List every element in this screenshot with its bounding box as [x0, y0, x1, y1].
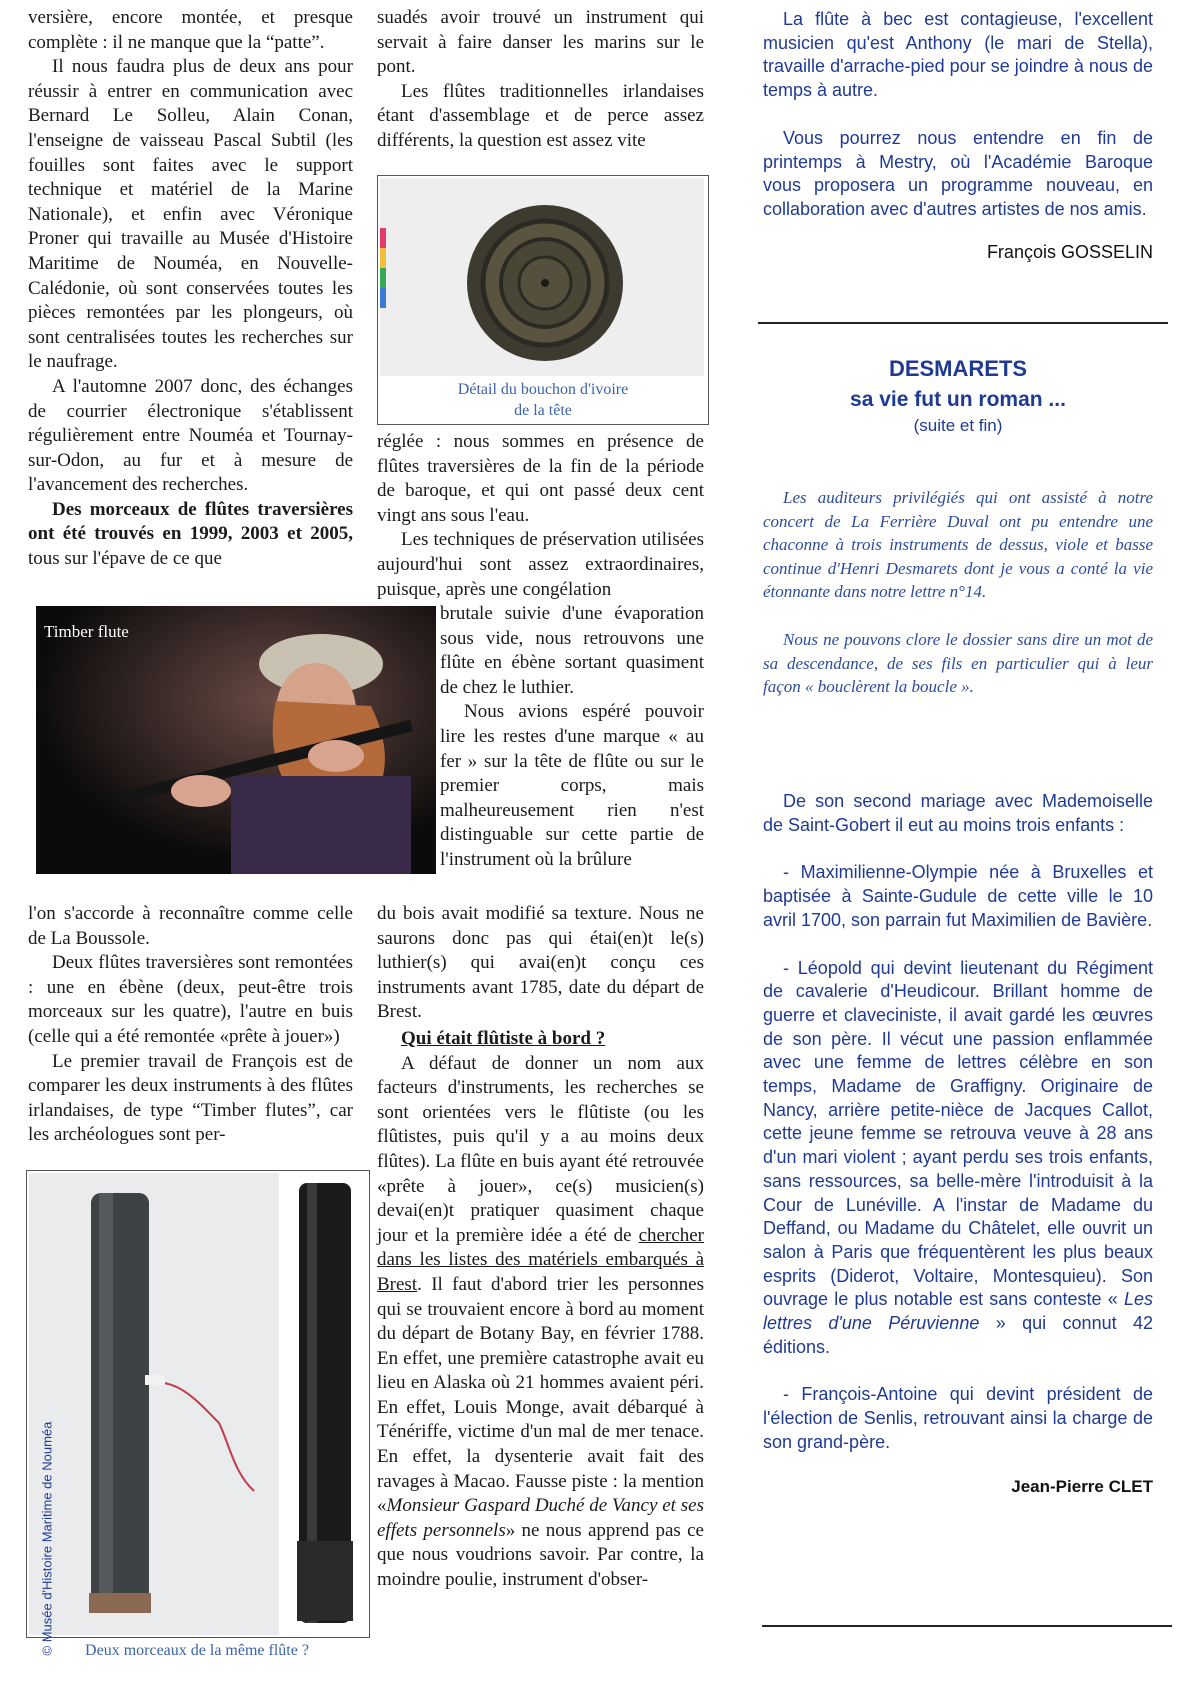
paragraph-rest: tous sur l'épave de ce que — [28, 548, 222, 570]
photo-label: Timber flute — [44, 622, 129, 641]
paragraph-part: » ne nous apprend pas ce que nous voudrions savoir. Par contre, la moindre poulie, instrument d'obser- — [377, 1519, 704, 1591]
paragraph — [377, 1052, 704, 1593]
signature: François GOSSELIN — [986, 241, 1153, 262]
photo-caption-line-2: de la tête — [514, 402, 572, 419]
paragraph: Nous avions espéré pouvoir lire les restes d'une marque « au fer » sur la tête de flûte ou sur le premier corps, mais malheureusement rien n'est distinguable sur cette partie de l'instrument où la brûlure — [440, 701, 704, 870]
bold-text: Des morceaux de flûtes traversières ont été trouvés en 1999, 2003 et 2005, — [28, 498, 353, 545]
photo-caption-line-1: Détail du bouchon d'ivoire — [457, 381, 629, 398]
paragraph: Nous ne pouvons clore le dossier sans dire un mot de sa descendance, de ses fils en particulier qui à leur façon « bouclèrent la boucle ». — [763, 629, 1153, 697]
flute-piece-right — [285, 1173, 367, 1635]
article-subsubtitle: (suite et fin) — [913, 416, 1003, 435]
italic-text: Monsieur Gaspard Duché de Vancy et ses effets personnels — [377, 1495, 704, 1541]
column-2-lower — [377, 902, 704, 1593]
article-title: DESMARETS — [888, 356, 1028, 381]
column-2-wrap — [440, 602, 704, 873]
paragraph: Les techniques de préservation utilisées aujourd'hui sont assez extraordinaires, puisque, après une congélation — [377, 529, 704, 600]
paragraph: - François-Antoine qui devint président de l'élection de Senlis, retrouvant ainsi la charge de son grand-père. — [763, 1384, 1153, 1452]
paragraph: Les flûtes traditionnelles irlandaises étant d'assemblage et de perce assez différents, la question est assez vite — [377, 80, 704, 151]
paragraph: - Maximilienne-Olympie née à Bruxelles et baptisée à Sainte-Gudule de cette ville le 10 avril 1700, son parrain fut Maximilien de Bavière. — [763, 862, 1153, 930]
column-1 — [28, 6, 353, 572]
column-1-lower — [28, 902, 353, 1148]
photo-caption: Deux morceaux de la même flûte ? — [85, 1642, 309, 1659]
paragraph-part: - Léopold qui devint lieutenant du Régiment de cavalerie d'Heudicour. Brillant homme de guerre et claveciniste, il avait gardé les œuvres de son père. Il vécut une passion enflammée avec une femme de lettres célèbre en son temps, Madame de Graffigny. Originaire de Nancy, arrière petite-nièce de Jacques Callot, cette jeune femme se retrouva veuve à 28 ans d'un mari violent ; ayant perdu ses trois enfants, sans ressources, sa belle-mère l'introduisit à la Cour de Lunéville. A l'instar de Madame du Deffand, ou Madame du Châtelet, elle ouvrit un salon à Paris que fréquentèrent les plus beaux esprits (Diderot, Voltaire, Montesquieu). Son ouvrage le plus notable est sans conteste « — [763, 957, 1153, 1310]
paragraph-part: A défaut de donner un nom aux facteurs d'instruments, les recherches se sont orientées vers le flûtiste (ou les flûtistes, puis qu'il y a au moins deux flûtes). La flûte en buis ayant été retrouvée «prête à jouer», ce(s) musicien(s) devai(en)t pratiquer quasiment chaque jour et la première idée a été de — [377, 1052, 704, 1246]
paragraph: Le premier travail de François est de comparer les deux instruments à des flûtes irlandaises, de type “Timber flutes”, car les archéologues sont per- — [28, 1050, 353, 1146]
paragraph: De son second mariage avec Mademoiselle de Saint-Gobert il eut au moins trois enfants : — [763, 791, 1153, 835]
timber-flute-photo — [36, 606, 436, 874]
paragraph: brutale suivie d'une évaporation sous vide, nous retrouvons une flûte en ébène sortant quasiment de chez le luthier. — [440, 603, 704, 698]
paragraph-part: » qui connut 42 éditions. — [763, 1313, 1153, 1357]
divider — [758, 322, 1168, 324]
column-3 — [763, 8, 1153, 263]
paragraph: du bois avait modifié sa texture. Nous ne saurons donc pas qui étai(en)t le(s) luthier(s) qui avai(en)t conçu ces instruments avant 1785, date du départ de Brest. — [377, 903, 704, 1023]
paragraph — [763, 957, 1153, 1360]
divider — [762, 1625, 1172, 1627]
paragraph: l'on s'accorde à reconnaître comme celle de La Boussole. — [28, 903, 353, 949]
flutist-image — [36, 606, 436, 874]
underlined-text: chercher dans les listes des matériels embarqués à Brest — [377, 1224, 704, 1295]
paragraph: réglée : nous sommes en présence de flûtes traversières de la fin de la période de baroque, et qui ont passé deux cent vingt ans sous l'eau. — [377, 431, 704, 526]
stopper-image — [380, 178, 704, 376]
column-2-middle — [377, 430, 704, 602]
paragraph — [28, 498, 353, 572]
ivory-stopper-photo — [377, 175, 709, 425]
paragraph: Deux flûtes traversières sont remontées : une en ébène (deux, peut-être trois morceaux sur les quatre), l'autre en buis (celle qui a été remontée «prête à jouer») — [28, 952, 353, 1047]
paragraph: versière, encore montée, et presque complète : il ne manque que la “patte”. — [28, 7, 353, 53]
paragraph-part: . Il faut d'abord trier les personnes qui se trouvaient encore à bord au moment du départ de Botany Bay, en février 1788. En effet, une première catastrophe avait eu lieu en Alaska où 21 hommes avaient péri. En effet, Louis Monge, avait débarqué à Ténériffe, victime d'un mal de mer tenace. En effet, la dysenterie avait fait des ravages à Macao. Fausse piste : la mention « — [377, 1273, 704, 1517]
article-subtitle: sa vie fut un roman ... — [850, 388, 1066, 411]
paragraph: A l'automne 2007 donc, des échanges de courrier électronique s'établissent régulièrement entre Nouméa et Tournay-sur-Odon, au fur et à mesure de l'avancement des recherches. — [28, 375, 353, 496]
paragraph: Les auditeurs privilégiés qui ont assisté à notre concert de La Ferrière Duval ont pu entendre une chaconne à trois instruments de dessus, viole et basse continue d'Henri Desmarets dont je vous a conté la vie étonnante dans notre lettre n°14. — [763, 488, 1153, 602]
signature: Jean-Pierre CLET — [1011, 1476, 1153, 1496]
italic-text: Les lettres d'une Péruvienne — [763, 1289, 1153, 1334]
section-heading: Qui était flûtiste à bord ? — [401, 1027, 606, 1049]
column-3-body — [763, 790, 1153, 1497]
section-heading-line — [377, 1027, 704, 1052]
column-2 — [377, 6, 704, 154]
paragraph: Vous pourrez nous entendre en fin de printemps à Mestry, où l'Académie Baroque vous proposera un programme nouveau, en collaboration avec d'autres artistes de nos amis. — [763, 127, 1153, 219]
photo-credit: © Musée d'Histoire Maritime de Nouméa — [39, 1421, 55, 1656]
paragraph: suadés avoir trouvé un instrument qui servait à faire danser les marins sur le pont. — [377, 7, 704, 78]
column-3-intro — [763, 486, 1153, 699]
paragraph: La flûte à bec est contagieuse, l'excellent musicien qu'est Anthony (le mari de Stella), travaille d'arrache-pied pour se joindre à nous de temps à autre. — [763, 9, 1153, 101]
paragraph: Il nous faudra plus de deux ans pour réussir à entrer en communication avec Bernard Le Solleu, Alain Conan, l'enseigne de vaisseau Pascal Subtil (les fouilles sont faites avec le support technique et matériel de la Marine Nationale), et enfin avec Véronique Proner qui travaille au Musée d'Histoire Maritime de Nouméa, en Nouvelle-Calédonie, où sont conservées toutes les pièces remontées par les plongeurs, où sont centralisées toutes les recherches sur le naufrage. — [28, 56, 353, 373]
